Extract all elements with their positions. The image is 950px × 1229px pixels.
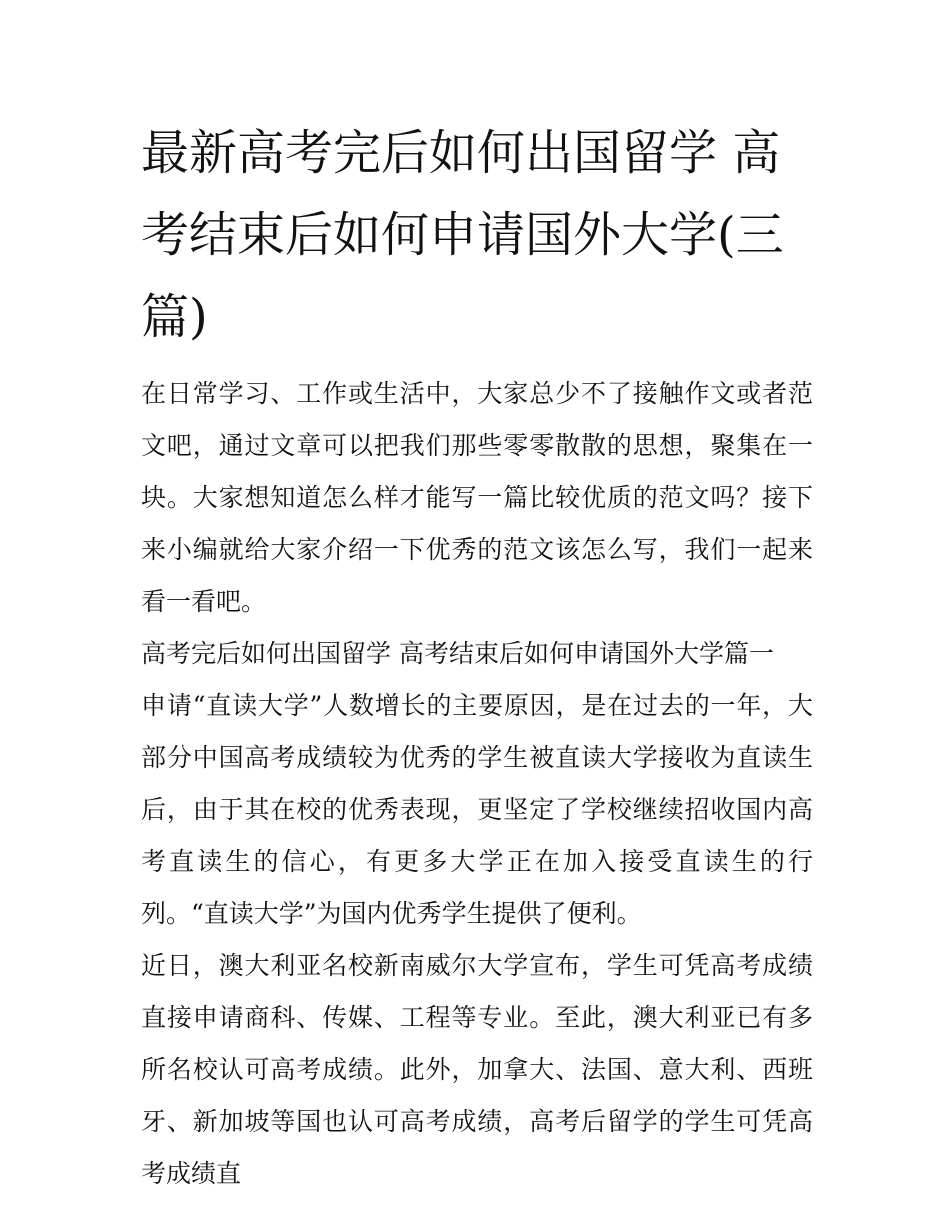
document-page: [141, 112, 813, 1200]
body-paragraph: 申请“直读大学”人数增长的主要原因，是在过去的一年，大部分中国高考成绩较为优秀的学生被直读大学接收为直读生后，由于其在校的优秀表现，更坚定了学校继续招收国内高考直读生的信心，有更多大学正在加入接受直读生的行列。“直读大学”为国内优秀学生提供了便利。: [141, 691, 813, 928]
section-heading: 高考完后如何出国留学 高考结束后如何申请国外大学篇一: [141, 639, 774, 668]
body-paragraph: 近日，澳大利亚名校新南威尔大学宣布，学生可凭高考成绩直接申请商科、传媒、工程等专业。至此，澳大利亚已有多所名校认可高考成绩。此外，加拿大、法国、意大利、西班牙、新加坡等国也认可高考成绩，高考后留学的学生可凭高考成绩直: [141, 951, 813, 1188]
intro-paragraph: 在日常学习、工作或生活中，大家总少不了接触作文或者范文吧，通过文章可以把我们那些零零散散的思想，聚集在一块。大家想知道怎么样才能写一篇比较优质的范文吗？接下来小编就给大家介绍一下优秀的范文该怎么写，我们一起来看一看吧。: [141, 379, 813, 616]
document-title: 最新高考完后如何出国留学 高考结束后如何申请国外大学(三篇): [141, 125, 784, 345]
